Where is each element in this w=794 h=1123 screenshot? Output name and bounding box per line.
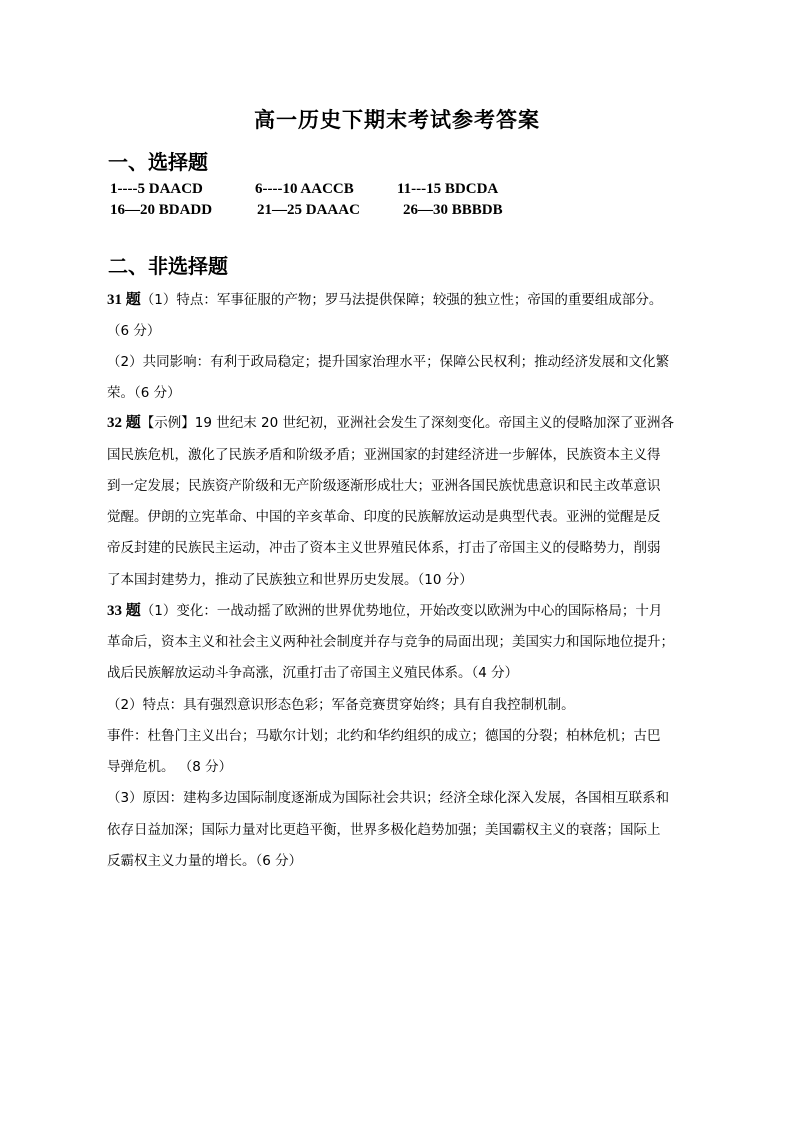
answer-text: 【示例】19 世纪末 20 世纪初，亚洲社会发生了深刻变化。帝国主义的侵略加深了亚洲各 [140,415,674,431]
answer-text: （1）变化：一战动摇了欧洲的世界优势地位，开始改变以欧洲为中心的国际格局；十月 [140,603,663,619]
answer-text: （2）特点：具有强烈意识形态色彩；军备竞赛贯穿始终；具有自我控制机制。 [107,697,575,713]
answer-line [107,538,697,558]
answer-line [107,445,697,465]
mc-answer-group: 21—25 DAAAC [257,202,360,218]
answer-line [107,352,697,372]
answer-line [107,757,697,777]
answer-line [107,695,697,715]
answer-line [107,726,697,746]
answer-line [107,788,697,808]
answer-text: （6 分） [107,323,161,339]
answer-line [107,507,697,527]
answer-text: 荣。（6 分） [107,385,181,401]
answer-line [107,413,697,433]
answer-text: 事件：杜鲁门主义出台；马歇尔计划；北约和华约组织的成立；德国的分裂；柏林危机；古巴 [107,728,661,744]
section-heading-non-choice: 二、非选择题 [108,254,228,278]
answer-line [107,321,697,341]
answer-line [107,851,697,871]
answer-text: 依存日益加深；国际力量对比更趋平衡，世界多极化趋势加强；美国霸权主义的衰落；国际上 [107,822,661,838]
answer-text: 反霸权主义力量的增长。（6 分） [107,853,303,869]
answer-line [107,663,697,683]
mc-answer-group: 16—20 BDADD [110,202,213,218]
answer-line [107,290,697,310]
mc-answer-group: 6----10 AACCB [255,181,354,197]
answer-line [107,383,697,403]
section-heading-multiple-choice: 一、选择题 [108,150,208,174]
answer-text: 觉醒。伊朗的立宪革命、中国的辛亥革命、印度的民族解放运动是典型代表。亚洲的觉醒是反 [107,509,661,525]
answer-text: 到一定发展；民族资产阶级和无产阶级逐渐形成壮大；亚洲各国民族忧患意识和民主改革意识 [107,478,661,494]
mc-answer-group: 11---15 BDCDA [397,181,499,197]
mc-answer-group: 1----5 DAACD [110,181,203,197]
answer-line [107,632,697,652]
answer-line [107,570,697,590]
answer-line [107,476,697,496]
answer-text: 帝反封建的民族民主运动，冲击了资本主义世界殖民体系，打击了帝国主义的侵略势力，削弱 [107,540,661,556]
question-number: 31 题 [107,292,141,308]
answer-line [107,601,697,621]
answer-text: （3）原因：建构多边国际制度逐渐成为国际社会共识；经济全球化深入发展，各国相互联系和 [107,790,670,806]
answer-text: （1）特点：军事征服的产物；罗马法提供保障；较强的独立性；帝国的重要组成部分。 [140,292,663,308]
mc-answer-group: 26—30 BBBDB [403,202,503,218]
page-title: 高一历史下期末考试参考答案 [254,107,540,132]
answer-text: 了本国封建势力，推动了民族独立和世界历史发展。（10 分） [107,572,473,588]
question-number: 32 题 [107,415,141,431]
answer-text: 战后民族解放运动斗争高涨，沉重打击了帝国主义殖民体系。（4 分） [107,665,519,681]
answer-text: 导弹危机。 （8 分） [107,759,233,775]
question-number: 33 题 [107,603,141,619]
answer-text: 国民族危机，激化了民族矛盾和阶级矛盾；亚洲国家的封建经济进一步解体，民族资本主义得 [107,447,661,463]
answer-text: （2）共同影响：有利于政局稳定；提升国家治理水平；保障公民权利；推动经济发展和文化繁 [107,354,670,370]
answer-line [107,820,697,840]
answer-text: 革命后，资本主义和社会主义两种社会制度并存与竞争的局面出现；美国实力和国际地位提升； [107,634,674,650]
